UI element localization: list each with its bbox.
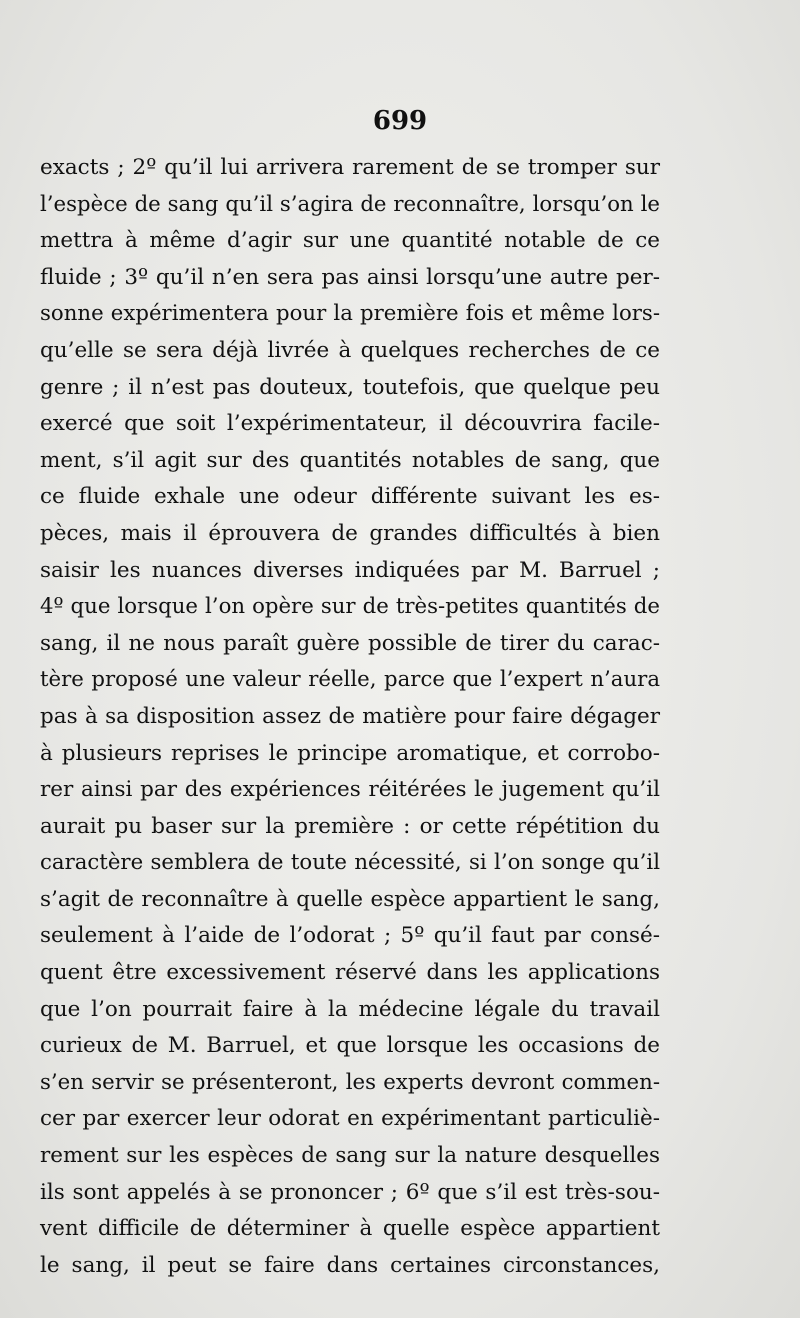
text-line: ils sont appelés à se prononcer ; 6º que s’il est très-sou-: [40, 1179, 660, 1205]
text-line: seulement à l’aide de l’odorat ; 5º qu’il faut par consé-: [40, 923, 660, 949]
text-line: pas à sa disposition assez de matière pour faire dégager: [40, 703, 660, 729]
text-line: rement sur les espèces de sang sur la nature desquelles: [40, 1143, 660, 1169]
text-line: le sang, il peut se faire dans certaines circonstances,: [40, 1252, 660, 1278]
text-line: sonne expérimentera pour la première fois et même lors-: [40, 301, 660, 327]
body-text: [40, 150, 660, 1284]
text-line: s’en servir se présenteront, les experts devront commen-: [40, 1069, 660, 1095]
text-line: cer par exercer leur odorat en expérimentant particuliè-: [40, 1106, 660, 1132]
text-line: fluide ; 3º qu’il n’en sera pas ainsi lorsqu’une autre per-: [40, 264, 660, 290]
text-line: curieux de M. Barruel, et que lorsque les occasions de: [40, 1033, 660, 1059]
text-line: sang, il ne nous paraît guère possible de tirer du carac-: [40, 630, 660, 656]
text-line: genre ; il n’est pas douteux, toutefois, que quelque peu: [40, 374, 660, 400]
text-line: tère proposé une valeur réelle, parce que l’expert n’aura: [40, 667, 660, 693]
text-line: exercé que soit l’expérimentateur, il découvrira facile-: [40, 411, 660, 437]
text-line: caractère semblera de toute nécessité, si l’on songe qu’il: [40, 850, 660, 876]
text-line: ment, s’il agit sur des quantités notables de sang, que: [40, 447, 660, 473]
text-line: pèces, mais il éprouvera de grandes difficultés à bien: [40, 520, 660, 546]
text-line: que l’on pourrait faire à la médecine légale du travail: [40, 996, 660, 1022]
text-line: 4º que lorsque l’on opère sur de très-petites quantités de: [40, 594, 660, 620]
text-line: rer ainsi par des expériences réitérées le jugement qu’il: [40, 777, 660, 803]
text-line: à plusieurs reprises le principe aromatique, et corrobo-: [40, 740, 660, 766]
page-number: 699: [372, 106, 428, 136]
text-line: saisir les nuances diverses indiquées par M. Barruel ;: [40, 557, 660, 583]
text-line: s’agit de reconnaître à quelle espèce appartient le sang,: [40, 886, 660, 912]
text-line: aurait pu baser sur la première : or cette répétition du: [40, 813, 660, 839]
text-line: ce fluide exhale une odeur différente suivant les es-: [40, 484, 660, 510]
text-line: exacts ; 2º qu’il lui arrivera rarement de se tromper sur: [40, 155, 660, 180]
text-line: qu’elle se sera déjà livrée à quelques recherches de ce: [40, 337, 660, 363]
text-line: l’espèce de sang qu’il s’agira de reconnaître, lorsqu’on le: [40, 191, 660, 217]
text-line: mettra à même d’agir sur une quantité notable de ce: [40, 228, 660, 254]
text-line: quent être excessivement réservé dans les applications: [40, 960, 660, 986]
text-line: vent difficile de déterminer à quelle espèce appartient: [40, 1216, 660, 1242]
